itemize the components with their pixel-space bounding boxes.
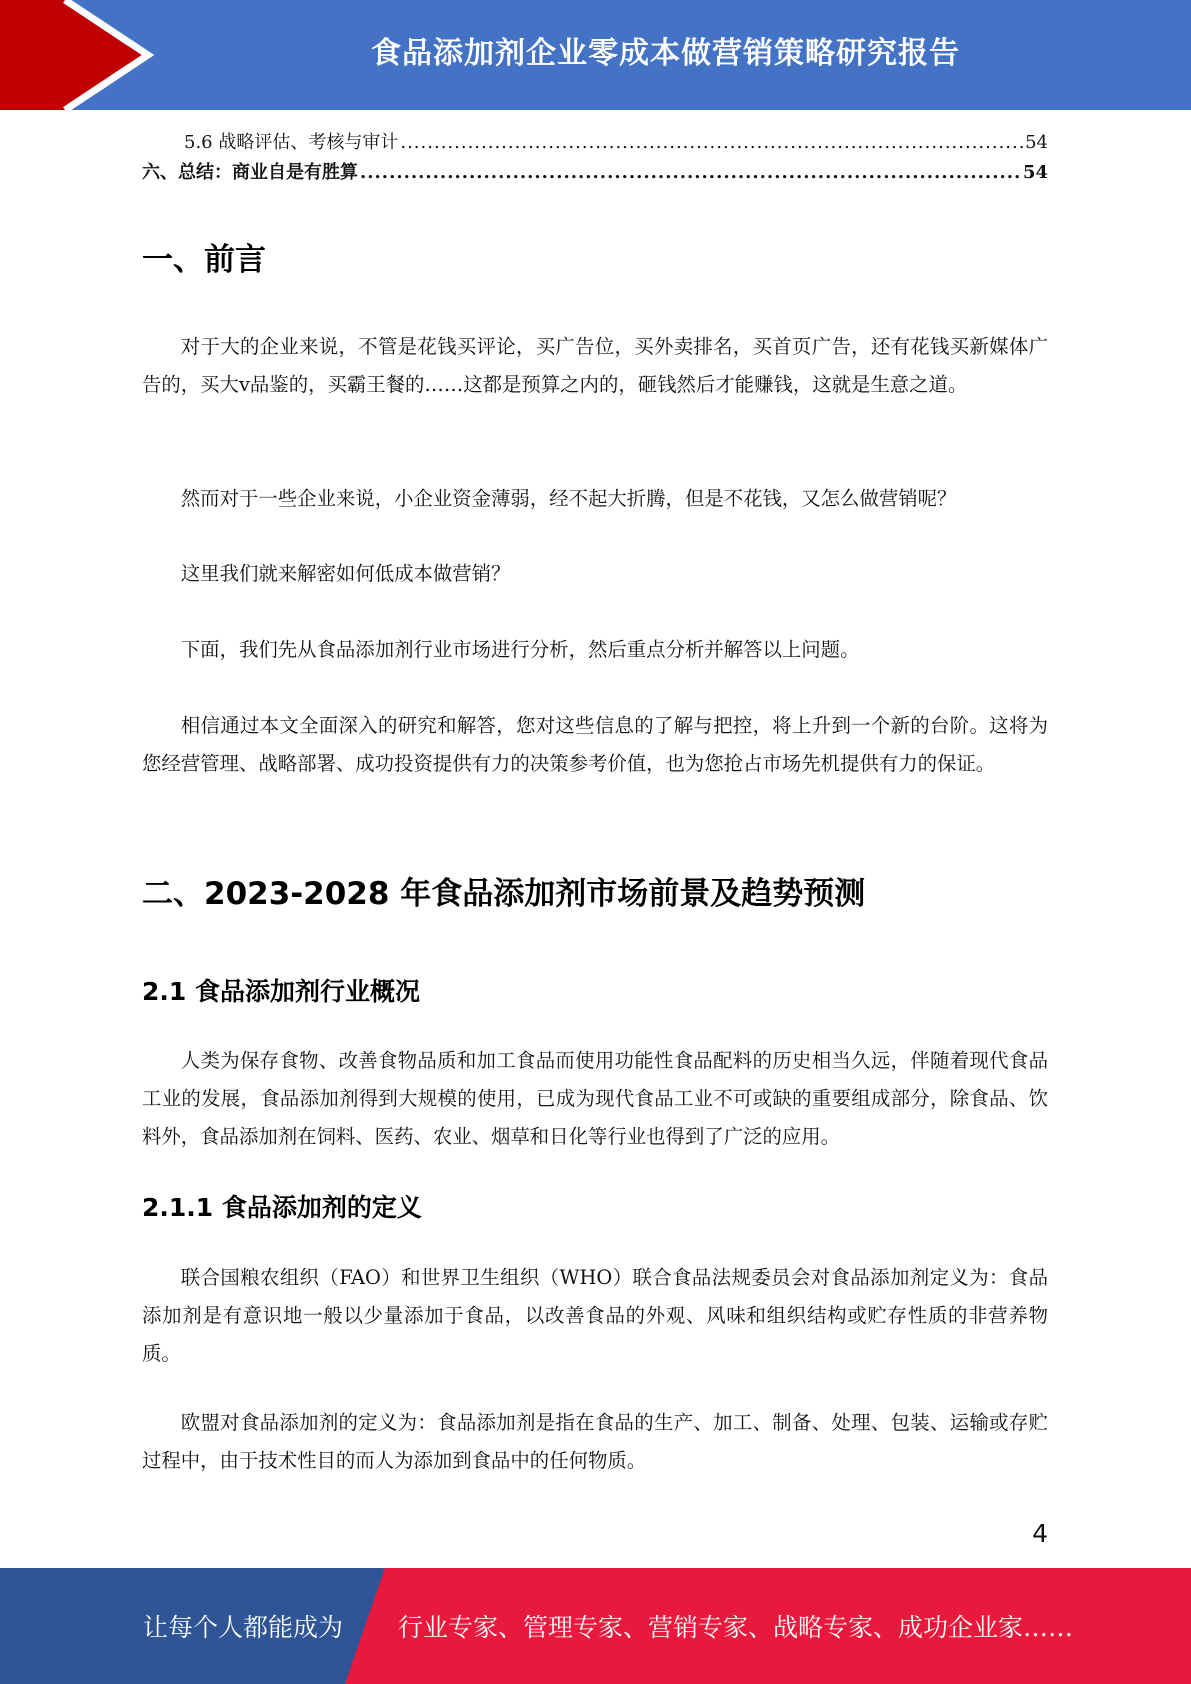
toc-entry-label: 5.6 战略评估、考核与审计 — [184, 132, 399, 153]
toc-entry-page: 54 — [1025, 132, 1048, 153]
paragraph: 人类为保存食物、改善食物品质和加工食品而使用功能性食品配料的历史相当久远，伴随着现代食品工业的发展，食品添加剂得到大规模的使用，已成为现代食品工业不可或缺的重要组成部分，除食品、饮料外，食品添加剂在饲料、医药、农业、烟草和日化等行业也得到了广泛的应用。 — [142, 1049, 1048, 1148]
toc-entry-page: 54 — [1022, 162, 1048, 183]
paragraph: 相信通过本文全面深入的研究和解答，您对这些信息的了解与把控，将上升到一个新的台阶。这将为您经营管理、战略部署、成功投资提供有力的决策参考价值，也为您抢占市场先机提供有力的保证。 — [142, 714, 1048, 775]
paragraph: 联合国粮农组织（FAO）和世界卫生组织（WHO）联合食品法规委员会对食品添加剂定义为：食品添加剂是有意识地一般以少量添加于食品，以改善食品的外观、风味和组织结构或贮存性质的非营养物质。 — [142, 1266, 1048, 1365]
toc-leader-dots — [360, 159, 1021, 187]
toc-entry-label: 六、总结：商业自是有胜算 — [142, 162, 358, 183]
section-heading-preface: 一、前言 — [142, 242, 266, 278]
paragraph: 下面，我们先从食品添加剂行业市场进行分析，然后重点分析并解答以上问题。 — [180, 638, 860, 661]
paragraph: 然而对于一些企业来说，小企业资金薄弱，经不起大折腾，但是不花钱，又怎么做营销呢？ — [180, 487, 957, 510]
toc-leader-dots — [400, 129, 1023, 157]
toc-entry-6[interactable] — [142, 159, 1048, 187]
paragraph: 对于大的企业来说，不管是花钱买评论，买广告位，买外卖排名，买首页广告，还有花钱买新媒体广告的，买大v品鉴的，买霸王餐的……这都是预算之内的，砸钱然后才能赚钱，这就是生意之道。 — [142, 335, 1048, 396]
page-number: 4 — [1032, 1519, 1048, 1548]
paragraph: 欧盟对食品添加剂的定义为：食品添加剂是指在食品的生产、加工、制备、处理、包装、运输或存贮过程中，由于技术性目的而人为添加到食品中的任何物质。 — [142, 1411, 1048, 1472]
page-footer — [0, 1568, 1191, 1684]
footer-slogan-right: 行业专家、管理专家、营销专家、战略专家、成功企业家…… — [398, 1613, 1074, 1642]
subsection-heading-2-1-1: 2.1.1 食品添加剂的定义 — [142, 1193, 422, 1222]
page-header — [0, 0, 1191, 110]
document-title: 食品添加剂企业零成本做营销策略研究报告 — [371, 36, 960, 71]
section-heading-market-outlook: 二、2023-2028 年食品添加剂市场前景及趋势预测 — [142, 876, 866, 912]
footer-slogan-left: 让每个人都能成为 — [143, 1613, 344, 1642]
toc-entry-5-6[interactable] — [142, 129, 1048, 157]
paragraph: 这里我们就来解密如何低成本做营销？ — [180, 562, 511, 585]
subsection-heading-2-1: 2.1 食品添加剂行业概况 — [142, 977, 420, 1006]
